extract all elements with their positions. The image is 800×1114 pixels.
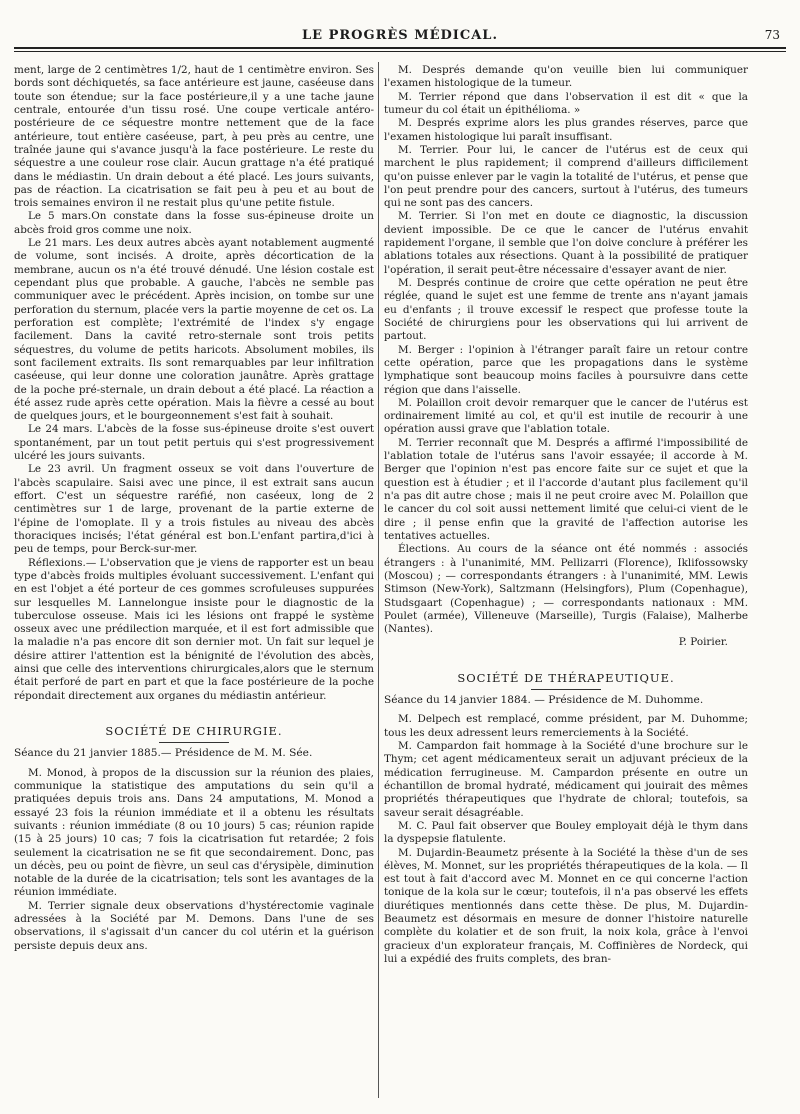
session-line: Séance du 21 janvier 1885.— Présidence de M. M. Sée. (14, 747, 313, 760)
paragraph: M. Després continue de croire que cette opération ne peut être réglée, quand le sujet est une femme de trente ans n'ayant jamais eu d'enfants ; il trouve excessif le respect que professe toute la Société de chirurgiens pour les observations qui lui arrivent de partout. (384, 277, 748, 343)
paragraph: Élections. Au cours de la séance ont été nommés : associés étrangers : à l'unanimité, MM. Pellizarri (Florence), Iklifossowsky (Moscou) ; — correspondants étrangers : à l'unanimité, MM. Lewis Stimson (New-York), Saltzmann (Helsingfors), Plum (Copenhague), Studsgaart (Copenhague) ; — correspondants nationaux : MM. Poulet (armée), Villeneuve (Marseille), Turgis (Falaise), Malherbe (Nantes). (384, 543, 748, 636)
paragraph: Le 21 mars. Les deux autres abcès ayant notablement augmenté de volume, sont incisés. A droite, après décortication de la membrane, aucun os n'a été trouvé dénudé. Une lésion costale est cependant plus que probable. A gauche, l'abcès ne semble pas communiquer avec le précédent. Après incision, on tombe sur une perforation du sternum, placée vers la partie moyenne de cet os. La perforation est complète; l'extrémité de l'index s'y engage facilement. Dans la cavité retro-sternale sont trois petits séquestres, du volume de petits haricots. Absolument mobiles, ils sont facilement extraits. Ils sont remarquables par leur infiltration caséeuse, qui leur donne une coloration jaunâtre. Après grattage de la poche pré-sternale, un drain debout a été placé. La réaction a été assez rude après cette opération. Mais la fièvre a cessé au bout de quelques jours, et le bourgeonnement s'est fait à souhait. (14, 237, 374, 423)
left-column (14, 64, 374, 953)
right-column (384, 64, 748, 966)
paragraph: M. Dujardin-Beaumetz présente à la Société la thèse d'un de ses élèves, M. Monnet, sur les propriétés thérapeutiques de la kola. — Il est tout à fait d'accord avec M. Monnet en ce qui concerne l'action tonique de la kola sur le cœur; toutefois, il n'a pas observé les effets diurétiques mentionnés dans cette thèse. De plus, M. Dujardin-Beaumetz est désormais en mesure de donner l'histoire naturelle complète du kolatier et de son fruit, la noix kola, grâce à l'envoi gracieux d'un explorateur français, M. Coffinières de Nordeck, qui lui a expédié des fruits complets, des bran- (384, 846, 748, 965)
running-title: LE PROGRÈS MÉDICAL. (302, 28, 498, 43)
header-rule-thin (14, 51, 786, 52)
paragraph: M. Polaillon croit devoir remarquer que le cancer de l'utérus est ordinairement limité au col, et qu'il est inutile de recourir à une opération aussi grave que l'ablation totale. (384, 396, 748, 436)
header-rule-thick (14, 47, 786, 49)
paragraph: M. Terrier. Pour lui, le cancer de l'utérus est de ceux qui marchent le plus rapidement; il comprend d'ailleurs difficilement qu'on puisse enlever par le vagin la totalité de l'utérus, et pense que l'on peut prendre pour des cancers, surtout à l'utérus, des tumeurs qui ne sont pas des cancers. (384, 143, 748, 210)
session-line: Séance du 14 janvier 1884. — Présidence de M. Duhomme. (384, 694, 704, 707)
paragraph: Le 5 mars.On constate dans la fosse sus-épineuse droite un abcès froid gros comme une noix. (14, 210, 374, 236)
paragraph: M. Monod, à propos de la discussion sur la réunion des plaies, communique la statistique des amputations du sein qu'il a pratiquées depuis trois ans. Dans 24 amputations, M. Monod a essayé 23 fois la réunion immédiate et il a obtenu les résultats suivants : réunion immédiate (8 ou 10 jours) 5 cas; réunion rapide (15 à 25 jours) 10 cas; 7 fois la cicatrisation fut retardée; 2 fois seulement la cicatrisation ne se fit que secondairement. Donc, pas un décès, peu ou point de fièvre, un seul cas d'érysipèle, diminution notable de la durée de la cicatrisation; tels sont les avantages de la réunion immédiate. (14, 766, 374, 899)
page-number: 73 (764, 28, 780, 42)
column-divider (378, 62, 379, 1098)
paragraph: M. Terrier. Si l'on met en doute ce diagnostic, la discussion devient impossible. De ce que le cancer de l'utérus envahit rapidement l'organe, il semble que l'on doive conclure à préférer les ablations totales aux résections. Quant à la possibilité de pratiquer l'opération, il serait peut-être nécessaire d'essayer avant de nier. (384, 210, 748, 276)
paragraph: M. Després exprime alors les plus grandes réserves, parce que l'examen histologique lui paraît insuffisant. (384, 117, 748, 143)
paragraph: M. Campardon fait hommage à la Société d'une brochure sur le Thym; cet agent médicamenteux serait un adjuvant précieux de la médication ferrugineuse. M. Campardon présente en outre un échantillon de bromal hydraté, médicament qui jouirait des mêmes propriétés thérapeutiques que l'hydrate de chloral; toutefois, sa saveur serait désagréable. (384, 740, 748, 819)
paragraph: Le 24 mars. L'abcès de la fosse sus-épineuse droite s'est ouvert spontanément, par un tout petit pertuis qui s'est progressivement ulcéré les jours suivants. (14, 423, 374, 463)
paragraph: M. C. Paul fait observer que Bouley employait déjà le thym dans la dyspepsie flatulente. (384, 819, 748, 846)
page-header (14, 22, 786, 52)
paragraph: M. Berger : l'opinion à l'étranger paraît faire un retour contre cette opération, parce que les propagations dans le système lymphatique sont beaucoup moins faciles à poursuivre dans cette région que dans l'aisselle. (384, 343, 748, 396)
paragraph: Le 23 avril. Un fragment osseux se voit dans l'ouverture de l'abcès scapulaire. Saisi avec une pince, il est extrait sans aucun effort. C'est un séquestre raréfié, non caséeux, long de 2 centimètres sur 1 de large, provenant de la partie externe de l'épine de l'omoplate. Il y a trois fistules au niveau des abcès thoraciques incisés; l'état général est bon.L'enfant partira,d'ici à peu de temps, pour Berck-sur-mer. (14, 463, 374, 556)
heading-rule (531, 689, 601, 690)
paragraph: M. Terrier signale deux observations d'hystérectomie vaginale adressées à la Société par M. Demons. Dans l'une de ses observations, il s'agissait d'un cancer du col utérin et la guérison persiste depuis deux ans. (14, 899, 374, 952)
section-heading-therapeutique: SOCIÉTÉ DE THÉRAPEUTIQUE. (457, 670, 675, 685)
heading-rule (159, 742, 229, 743)
signature: P. Poirier. (678, 636, 728, 649)
paragraph: M. Delpech est remplacé, comme président, par M. Duhomme; tous les deux adressent leurs remerciements à la Société. (384, 713, 748, 739)
section-heading-chirurgie: SOCIÉTÉ DE CHIRURGIE. (105, 724, 283, 738)
paragraph: M. Terrier reconnaît que M. Després a affirmé l'impossibilité de l'ablation totale de l'utérus sans l'avoir essayée; il accorde à M. Berger que l'opinion n'est pas encore faite sur ce sujet et que la question est à étudier ; et il l'accorde d'autant plus facilement qu'il n'a pas dit autre chose ; mais il ne peut croire avec M. Polaillon que le cancer du col soit aussi nettement limité que celui-ci vient de le dire ; il pense enfin que la gravité de l'affection autorise les tentatives actuelles. (384, 436, 748, 542)
paragraph: M. Després demande qu'on veuille bien lui communiquer l'examen histologique de la tumeur. (384, 64, 748, 90)
paragraph: Réflexions.— L'observation que je viens de rapporter est un beau type d'abcès froids multiples évoluant successivement. L'enfant qui en est l'objet a été porteur de ces gommes scrofuleuses suppurées sur lesquelles M. Lannelongue insiste pour le diagnostic de la tuberculose osseuse. Mais ici les lésions ont frappé le système osseux avec une prédilection marquée, et il est fort admissible que la maladie n'a pas encore dit son dernier mot. Un fait sur lequel je désire attirer l'attention est la bénignité de l'évolution des abcès, ainsi que celle des interventions chirurgicales,alors que le sternum était perforé de part en part et que la face postérieure de la poche répondait directement aux organes du médiastin antérieur. (14, 556, 374, 702)
paragraph: M. Terrier répond que dans l'observation il est dit « que la tumeur du col était un épithélioma. » (384, 90, 748, 116)
paragraph: ment, large de 2 centimètres 1/2, haut de 1 centimètre environ. Ses bords sont déchiquetés, sa face antérieure est jaune, caséeuse dans toute son étendue; sur la face postérieure,il y a une tache jaune centrale, entourée d'un tissu rosé. Une coupe verticale antéro-postérieure de ce séquestre montre nettement que de la face antérieure, tout entière caséeuse, part, à peu près au centre, une traînée jaune qui s'avance jusqu'à la face postérieure. Le reste du séquestre a une couleur rose clair. Aucun grattage n'a été pratiqué dans le médiastin. Un drain debout a été placé. Les jours suivants, pas de réaction. La cicatrisation se fait peu à peu et au bout de trois semaines environ il ne restait plus qu'une petite fistule. (14, 64, 374, 210)
